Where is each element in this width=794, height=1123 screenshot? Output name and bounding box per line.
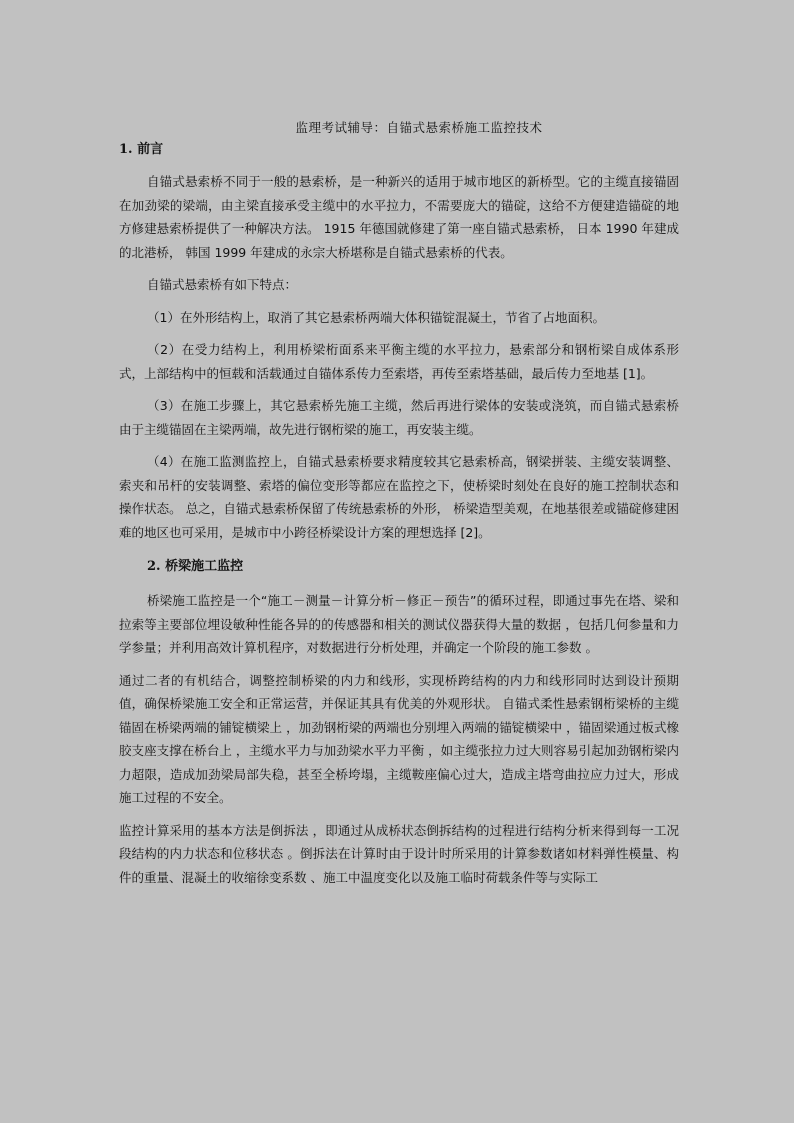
paragraph: 桥梁施工监控是一个“施工－测量－计算分析－修正－预告”的循环过程，即通过事先在塔、梁和拉索等主要部位埋设敏种性能各异的的传感器和相关的测试仪器获得大量的数据 ，包括几何参量和力学参量；并利用高效计算机程序，对数据进行分析处理，并确定一个阶段的施工参数 。	[119, 593, 679, 655]
list-item: （1）在外形结构上，取消了其它悬索桥两端大体积锚锭混凝土，节省了占地面积。	[147, 309, 605, 325]
document-body	[119, 117, 679, 898]
section-heading-preface: 1. 前言	[119, 142, 164, 157]
paragraph: 通过二者的有机结合，调整控制桥梁的内力和线形，实现桥跨结构的内力和线形同时达到设计预期值，确保桥梁施工安全和正常运营，并保证其具有优美的外观形状。 自锚式柔性悬索钢桁梁桥的主缆锚固在桥梁两端的铺锭横梁上 ，加劲钢桁梁的两端也分别埋入两端的锚锭横梁中 ，锚固梁通过板式橡胶支座支撑在桥台上 ，主缆水平力与加劲梁水平力平衡 ，如主缆张拉力过大则容易引起加劲钢桁梁内力超限，造成加劲梁局部失稳，甚至全桥垮塌，主缆鞍座偏心过大，造成主塔弯曲拉应力过大，形成施工过程的不安全。	[119, 672, 679, 805]
list-item: （2）在受力结构上，利用桥梁桁面系来平衡主缆的水平拉力，悬索部分和钢桁梁自成体系形式，上部结构中的恒载和活载通过自锚体系传力至索塔，再传至索塔基础，最后传力至地基 [1]。	[119, 342, 679, 381]
paragraph: 自锚式悬索桥有如下特点：	[147, 277, 298, 292]
paragraph: 监控计算采用的基本方法是倒拆法 ，即通过从成桥状态倒拆结构的过程进行结构分析来得到每一工况段结构的内力状态和位移状态 。倒拆法在计算时由于设计时所采用的计算参数诸如材料弹性模量、构件的重量、混凝土的收缩徐变系数 、施工中温度变化以及施工临时荷载条件等与实际工	[119, 822, 679, 885]
paragraph: 自锚式悬索桥不同于一般的悬索桥，是一种新兴的适用于城市地区的新桥型。它的主缆直接锚固在加劲梁的梁端，由主梁直接承受主缆中的水平拉力，不需要庞大的锚碇，这给不方便建造锚碇的地方修建悬索桥提供了一种解决方法。 1915 年德国就修建了第一座自锚式悬索桥， 日本 1990 年建成的北港桥， 韩国 1999 年建成的永宗大桥堪称是自锚式悬索桥的代表。	[119, 174, 679, 260]
document-title: 监理考试辅导：自锚式悬索桥施工监控技术	[295, 120, 543, 135]
list-item: （3）在施工步骤上，其它悬索桥先施工主缆，然后再进行梁体的安装或浇筑，而自锚式悬索桥由于主缆锚固在主梁两端，故先进行钢桁梁的施工，再安装主缆。	[119, 398, 679, 437]
list-item: （4）在施工监测监控上，自锚式悬索桥要求精度较其它悬索桥高，钢梁拼装、主缆安装调整、索夹和吊杆的安装调整、索塔的偏位变形等都应在监控之下，使桥梁时刻处在良好的施工控制状态和操作状态。 总之，自锚式悬索桥保留了传统悬索桥的外形， 桥梁造型美观，在地基很差或锚碇修建困难的地区也可采用，是城市中小跨径桥梁设计方案的理想选择 [2]。	[119, 454, 679, 540]
section-heading-monitoring: 2. 桥梁施工监控	[147, 559, 244, 574]
